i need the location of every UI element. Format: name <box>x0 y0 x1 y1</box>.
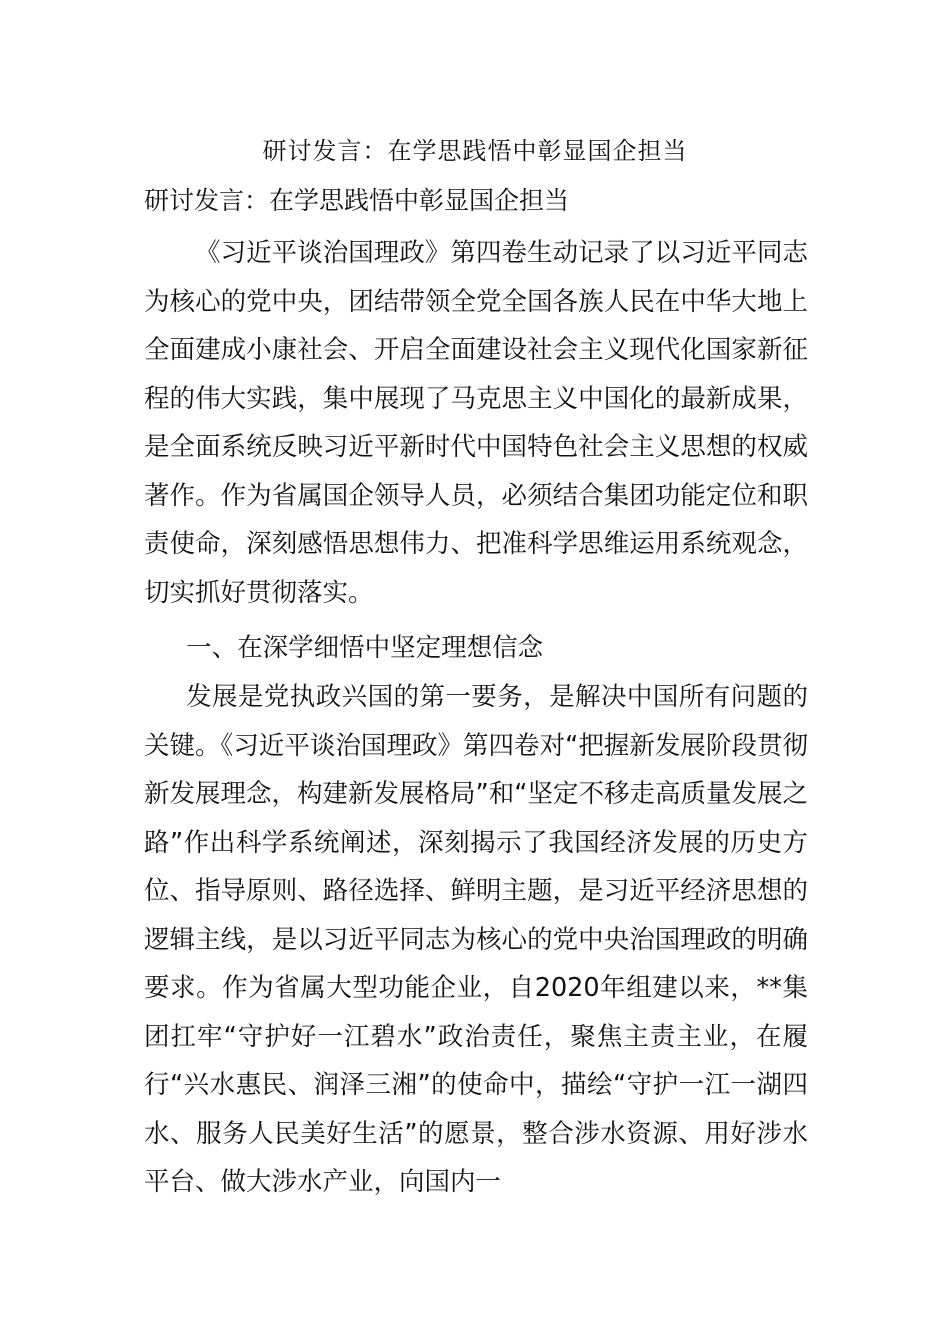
section-paragraph: 发展是党执政兴国的第一要务，是解决中国所有问题的关键。《习近平谈治国理政》第四卷对“把握新发展阶段贯彻新发展理念，构建新发展格局”和“坚定不移走高质量发展之路”作出科学系统阐述，深刻揭示了我国经济发展的历史方位、指导原则、路径选择、鲜明主题，是习近平经济思想的逻辑主线，是以习近平同志为核心的党中央治国理政的明确要求。作为省属大型功能企业，自2020年组建以来，**集团扛牢“守护好一江碧水”政治责任，聚焦主责主业，在履行“兴水惠民、润泽三湘”的使命中，描绘“守护一江一湖四水、服务人民美好生活”的愿景，整合涉水资源、用好涉水平台、做大涉水产业，向国内一 <box>144 682 808 1197</box>
document-title: 研讨发言：在学思践悟中彰显国企担当 <box>262 137 688 165</box>
section-heading: 一、在深学细悟中坚定理想信念 <box>186 633 544 663</box>
intro-paragraph: 《习近平谈治国理政》第四卷生动记录了以习近平同志为核心的党中央，团结带领全党全国各族人民在中华大地上全面建成小康社会、开启全面建设社会主义现代化国家新征程的伟大实践，集中展现了马克思主义中国化的最新成果，是全面系统反映习近平新时代中国特色社会主义思想的权威著作。作为省属国企领导人员，必须结合集团功能定位和职责使命，深刻感悟思想伟力、把准科学思维运用系统观念，切实抓好贯彻落实。 <box>144 238 808 608</box>
document-subtitle: 研讨发言：在学思践悟中彰显国企担当 <box>144 186 570 215</box>
